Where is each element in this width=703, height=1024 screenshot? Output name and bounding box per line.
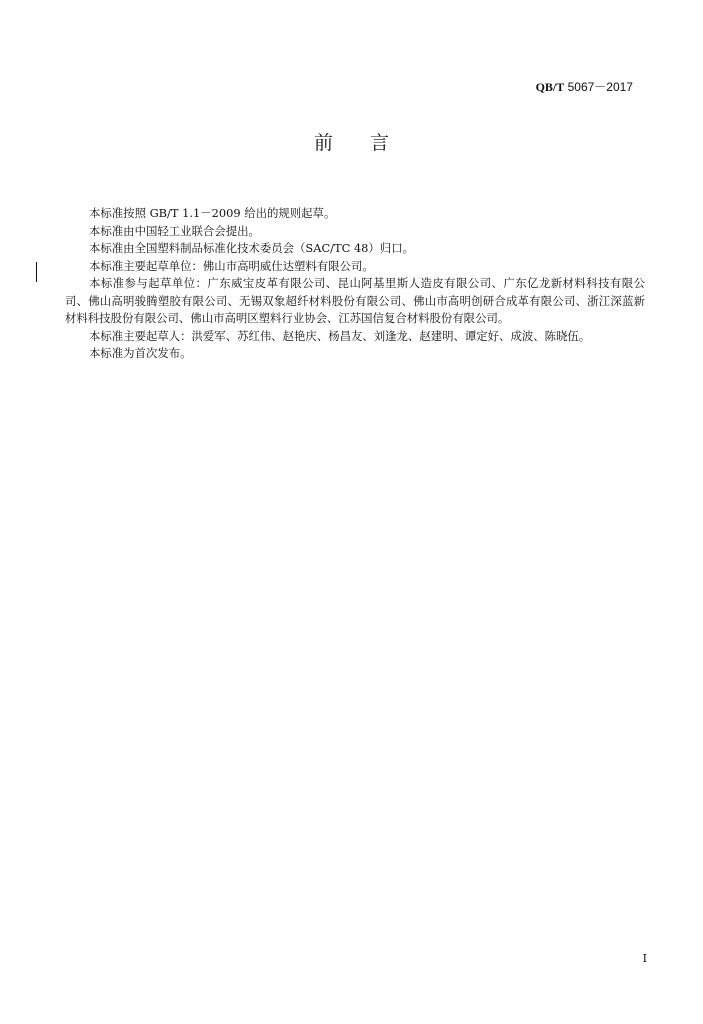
paragraph-drafting-persons: 本标准主要起草人：洪爱军、苏红伟、赵艳庆、杨昌友、刘逢龙、赵建明、谭定好、成波、陈晓伍。 xyxy=(89,328,591,343)
page-number: I xyxy=(642,952,647,965)
change-bar xyxy=(36,262,37,282)
page-title-char-1: 前 xyxy=(313,132,333,154)
paragraph-main-drafter: 本标准主要起草单位：佛山市高明威仕达塑料有限公司。 xyxy=(89,258,374,273)
document-code xyxy=(536,79,633,95)
paragraph-committee: 本标准由全国塑料制品标准化技术委员会（SAC/TC 48）归口。 xyxy=(89,241,414,255)
paragraph-participating-drafters: 本标准参与起草单位：广东威宝皮革有限公司、昆山阿基里斯人造皮有限公司、广东亿龙新材料科技有限公司、佛山高明骏腾塑胶有限公司、无锡双象超纤材料股份有限公司、佛山市高明创研合成革有限公司、浙江深蓝新材料科技股份有限公司、佛山市高明区塑料行业协会、江苏国信复合材料股份有限公司。 xyxy=(65,276,645,325)
page-title xyxy=(0,130,703,156)
paragraph-proposer: 本标准由中国轻工业联合会提出。 xyxy=(89,223,260,238)
page-title-char-2: 言 xyxy=(370,132,390,154)
foreword-body xyxy=(65,205,645,363)
paragraph-first-release: 本标准为首次发布。 xyxy=(89,346,192,360)
document-code-number: 5067－2017 xyxy=(567,80,633,94)
document-code-prefix: QB/T xyxy=(535,80,565,94)
paragraph-drafting-rules: 本标准按照 GB/T 1.1－2009 给出的规则起草。 xyxy=(89,206,336,220)
